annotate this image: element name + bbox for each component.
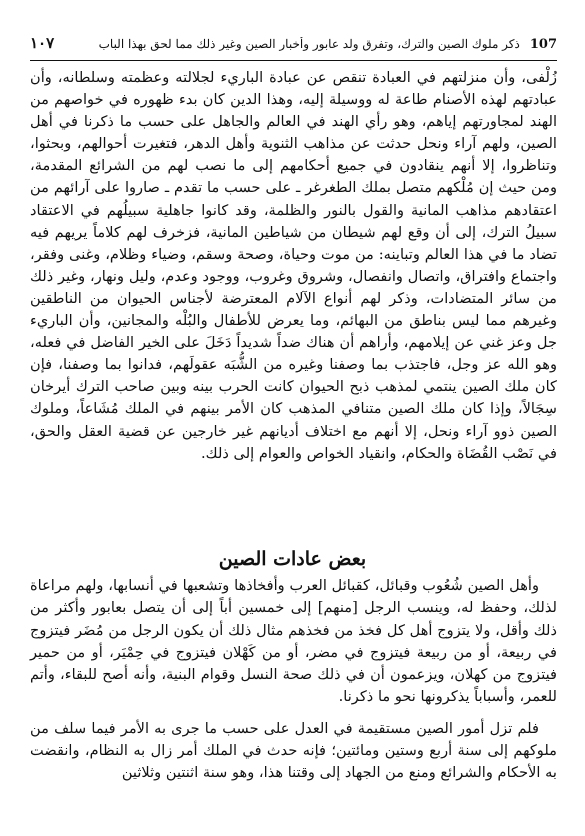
section-text — [30, 575, 557, 785]
running-title: ذكر ملوك الصين والترك، وتفرق ولد عابور وأخبار الصين وغير ذلك مما لحق بهذا الباب — [98, 37, 520, 51]
paragraph: زُلْفى، وأن منزلتهم في العبادة تنقص عن عبادة الباريء لجلالته وعظمته وسلطانه، وأن عبادتهم لهذه الأصنام طاعة له ووسيلة إليه، وهذا الدين كان بدء ظهوره في خواصهم من الهند لمجاورتهم إياهم، وهو رأي الهند في العالم والجاهل على حسب ما ذكرنا في أهل الصين، ولهم آراء ونحل حدثت عن مذاهب الثنوية وأهل الدهر، فتغيرت أحوالهم، وبحثوا، وتناظروا، إلا أنهم ينقادون في جميع أحكامهم إلى ما نصب لهم من الشرائع المقدمة، ومن حيث إن مُلْكهم متصل بملك الطغرغر ـ على حسب ما تقدم ـ صاروا على آرائهم من اعتقادهم مذاهب المانية والقول بالنور والظلمة، وقد كانوا جاهلية سبيلُهم في الاعتقاد سبيلُ الترك، إلى أن وقع لهم شيطان من شياطين المانية، فزخرف لهم كلاماً يريهم فيه تضاد ما في هذا العالم وتباينه: من موت وحياة، وصحة وسقم، وضياء وظلام، وغنى وفقر، واجتماع وافتراق، واتصال وانفصال، وشروق وغروب، ووجود وعدم، وليل ونهار، وغير ذلك من سائر المتضادات، وذكر لهم أنواع الآلام المعترضة لأجناس الحيوان من الناطقين وغيرهم مما ليس بناطق من البهائم، وما يعرض للأطفال والبُلْه والمجانين، وأن الباريء جل وعز غني عن إيلامهم، وأراهم أن هناك ضداً شديداً دَخَلَ على الخير الفاضل في فعله، وهو الله عز وجل، فاجتذب بما وصفنا وغيره من الشُّبَه عقولَهم، فدانوا بما وصفنا، فإن كان ملك الصين ينتمي لمذهب ذبح الحيوان كانت الحرب بينه وبين صاحب الترك أيرخان سِجَالاً، وإذا كان ملك الصين متنافي المذهب كان الأمر بينهم في الملك مُشَاعاً، وملوك الصين ذوو آراء ونحل، إلا أنهم مع اختلاف أديانهم غير خارجين عن قضية العقل والحق، في نَصْب القُضَاة والحكام، وانقياد الخواص والعوام إلى ذلك. — [30, 69, 557, 462]
header-divider — [30, 60, 557, 61]
paragraph: فلم تزل أمور الصين مستقيمة في العدل على حسب ما جرى به الأمر فيما سلف من ملوكهم إلى سنة أربع وستين ومائتين؛ فإنه حدث في الملك أمر زال به النظام، وانقضت به الأحكام والشرائع ومنع من الجهاد إلى وقتنا هذا، وهو سنة اثنتين وثلاثين — [30, 719, 557, 782]
running-header — [30, 34, 557, 56]
paragraph: وأهل الصين شُعُوب وقبائل، كقبائل العرب وأفخاذها وتشعبها في أنسابها، ولهم مراعاة لذلك، وحفظ له، وينسب الرجل [منهم] إلى خمسين أباً إلى أن يتصل بعابور وأكثر من ذلك وأقل، ولا يتزوج أهل كل فخذ من فخذهم مثال ذلك أن يكون الرجل من مُضَر فيتزوج في ربيعة، أو من ربيعة فيتزوج في مضر، أو من كَهْلان فيتزوج في حِمْيَر، أو من حمير فيتزوج من كهلان، ويزعمون أن في ذلك صحة النسل وقوام البنية، وأنه أصح للبقاء، وأتم للعمر، وأسباباً يذكرونها نحو ما ذكرنا. — [30, 577, 557, 706]
main-text — [30, 67, 557, 465]
page-number-latin: 107 — [529, 37, 557, 52]
section-heading: بعض عادات الصين — [218, 548, 367, 570]
page-number-arabic: ١٠٧ — [30, 34, 55, 52]
